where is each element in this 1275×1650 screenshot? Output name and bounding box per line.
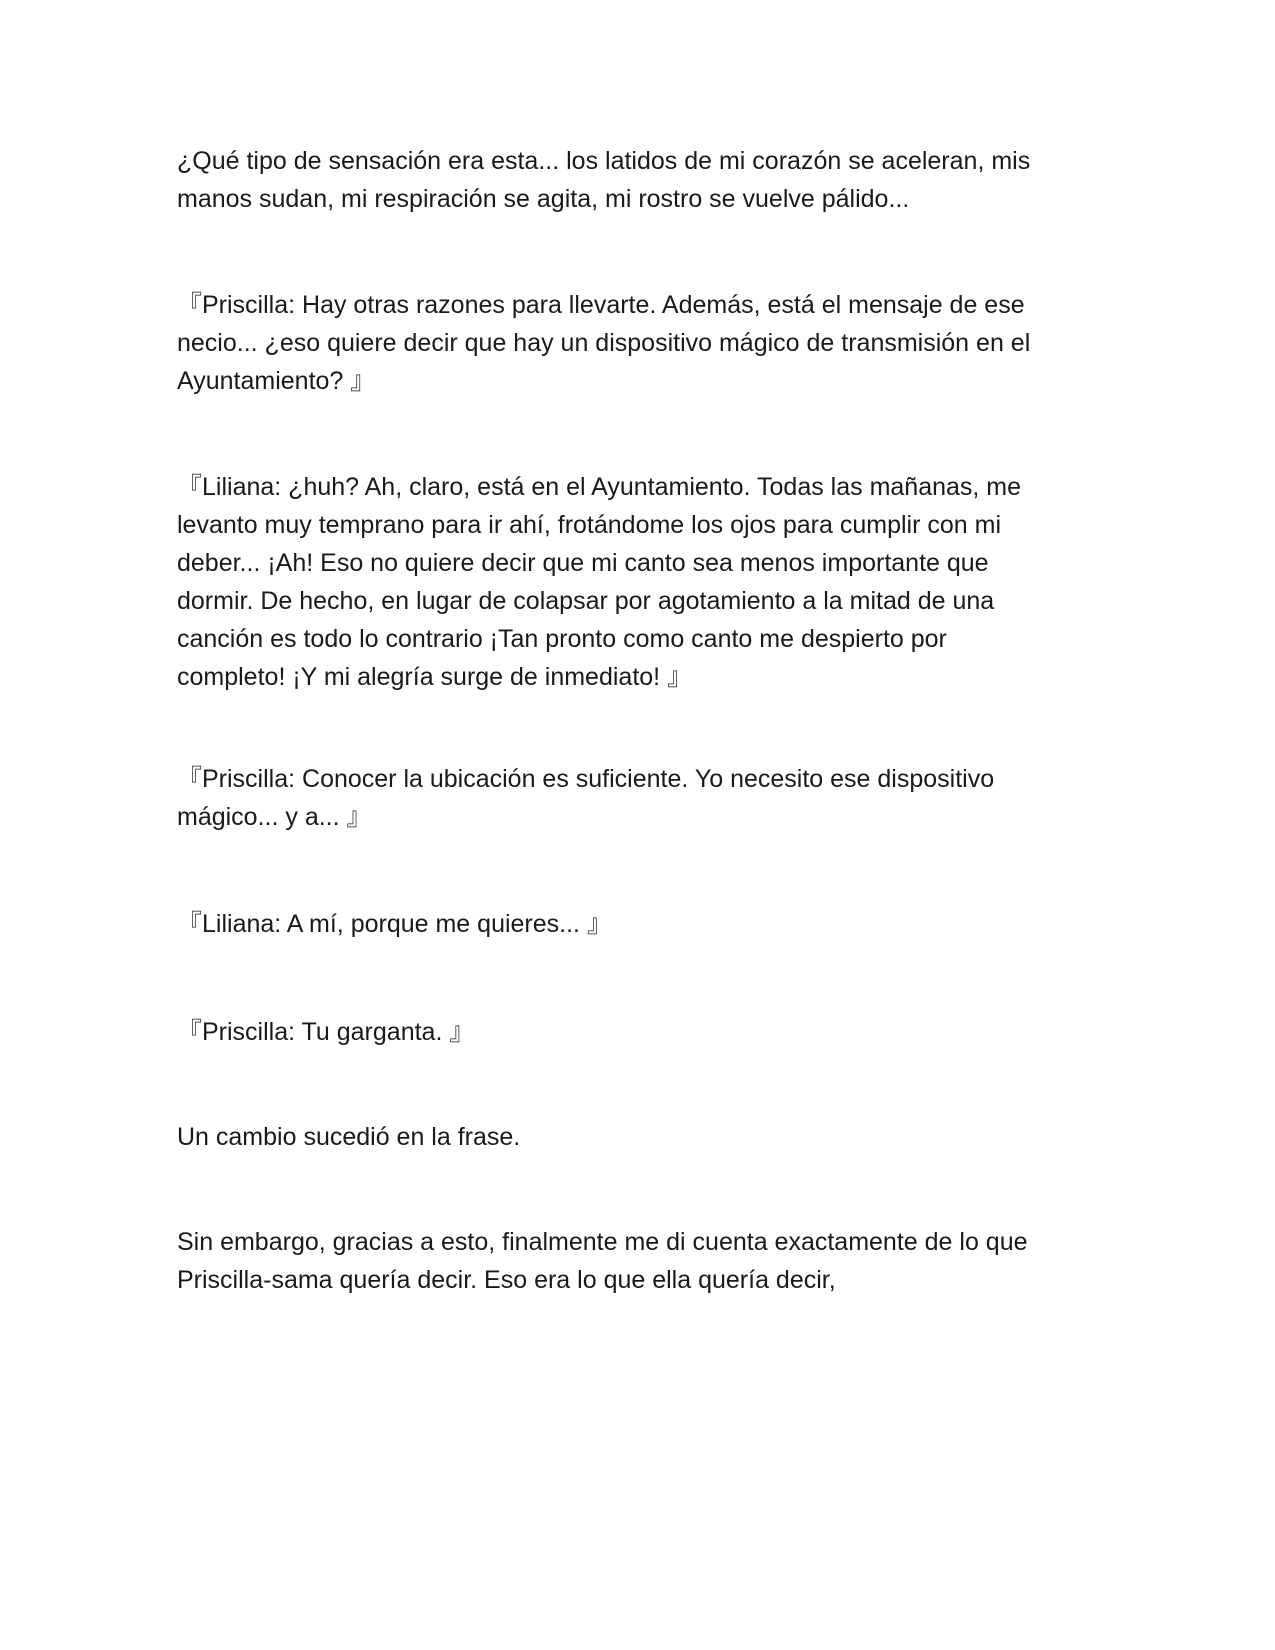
text-line: levanto muy temprano para ir ahí, frotándome los ojos para cumplir con mi: [177, 511, 1001, 539]
text-line: 『Priscilla: Hay otras razones para llevarte. Además, está el mensaje de ese: [177, 291, 1025, 319]
text-line: Priscilla-sama quería decir. Eso era lo que ella quería decir,: [177, 1266, 836, 1294]
text-line: 『Priscilla: Conocer la ubicación es suficiente. Yo necesito ese dispositivo: [177, 765, 995, 793]
paragraph-dialogue-priscilla-1: [177, 286, 1097, 400]
paragraph-narration-1: [177, 142, 1097, 218]
text-line: completo! ¡Y mi alegría surge de inmediato! 』: [177, 663, 693, 691]
text-line: Ayuntamiento? 』: [177, 367, 376, 395]
paragraph-narration-3: [177, 1223, 1097, 1299]
text-line: Un cambio sucedió en la frase.: [177, 1123, 521, 1151]
text-line: necio... ¿eso quiere decir que hay un dispositivo mágico de transmisión en el: [177, 329, 1031, 357]
paragraph-narration-2: [177, 1118, 1097, 1156]
text-line: manos sudan, mi respiración se agita, mi rostro se vuelve pálido...: [177, 185, 910, 213]
paragraph-dialogue-priscilla-2: [177, 760, 1097, 836]
text-line: deber... ¡Ah! Eso no quiere decir que mi canto sea menos importante que: [177, 549, 989, 577]
paragraph-dialogue-liliana-2: [177, 905, 1097, 943]
text-line: 『Liliana: ¿huh? Ah, claro, está en el Ayuntamiento. Todas las mañanas, me: [177, 473, 1022, 501]
text-line: 『Liliana: A mí, porque me quieres... 』: [177, 910, 612, 938]
text-line: ¿Qué tipo de sensación era esta... los latidos de mi corazón se aceleran, mis: [177, 147, 1031, 175]
text-line: Sin embargo, gracias a esto, finalmente me di cuenta exactamente de lo que: [177, 1228, 1028, 1256]
text-line: 『Priscilla: Tu garganta. 』: [177, 1018, 475, 1046]
paragraph-dialogue-priscilla-3: [177, 1013, 1097, 1051]
text-line: canción es todo lo contrario ¡Tan pronto como canto me despierto por: [177, 625, 947, 653]
text-line: dormir. De hecho, en lugar de colapsar por agotamiento a la mitad de una: [177, 587, 995, 615]
text-line: mágico... y a... 』: [177, 803, 372, 831]
paragraph-dialogue-liliana-1: [177, 468, 1097, 696]
